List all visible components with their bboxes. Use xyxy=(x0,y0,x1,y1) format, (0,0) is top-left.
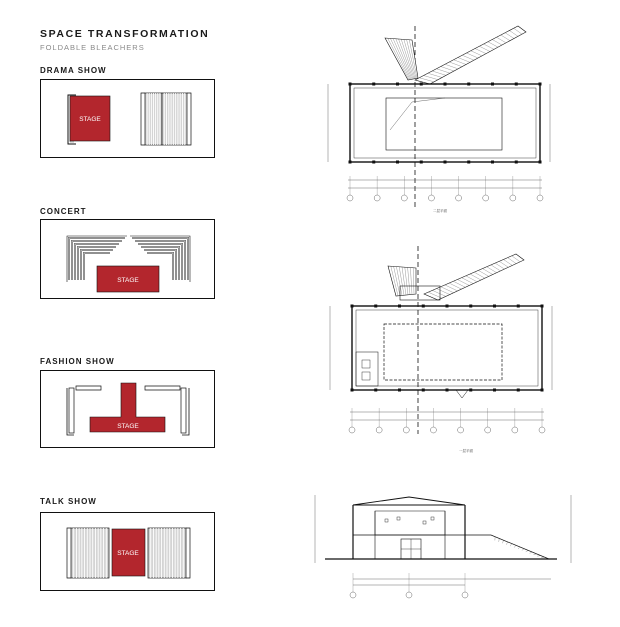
talk-show-label: TALK SHOW xyxy=(40,497,97,506)
talk-bleacher-left xyxy=(67,528,109,578)
page-subtitle: FOLDABLE BLEACHERS xyxy=(40,43,145,52)
stage-label: STAGE xyxy=(117,550,139,557)
bleacher-left xyxy=(141,93,162,145)
upper-floor-plan xyxy=(320,18,560,218)
stage-label: STAGE xyxy=(117,277,139,284)
ground-floor-plan xyxy=(316,244,566,459)
stage-label: STAGE xyxy=(79,116,101,123)
fashion-show-panel xyxy=(40,370,215,448)
drama-show-diagram xyxy=(41,80,216,159)
concert-label: CONCERT xyxy=(40,207,87,216)
drama-show-label: DRAMA SHOW xyxy=(40,66,107,75)
drama-show-panel xyxy=(40,79,215,158)
concert-panel xyxy=(40,219,215,299)
plan-2-caption: 一层平面 xyxy=(459,449,473,453)
talk-show-diagram xyxy=(41,513,216,592)
fashion-show-label: FASHION SHOW xyxy=(40,357,115,366)
page-title: SPACE TRANSFORMATION xyxy=(40,28,210,40)
fashion-show-diagram xyxy=(41,371,216,449)
plan-1-caption: 二层平面 xyxy=(433,209,447,213)
talk-show-panel xyxy=(40,512,215,591)
talk-bleacher-right xyxy=(148,528,190,578)
section-elevation xyxy=(305,487,585,607)
stage-label: STAGE xyxy=(117,423,139,430)
concert-diagram xyxy=(41,220,216,300)
bleacher-right xyxy=(162,93,191,145)
